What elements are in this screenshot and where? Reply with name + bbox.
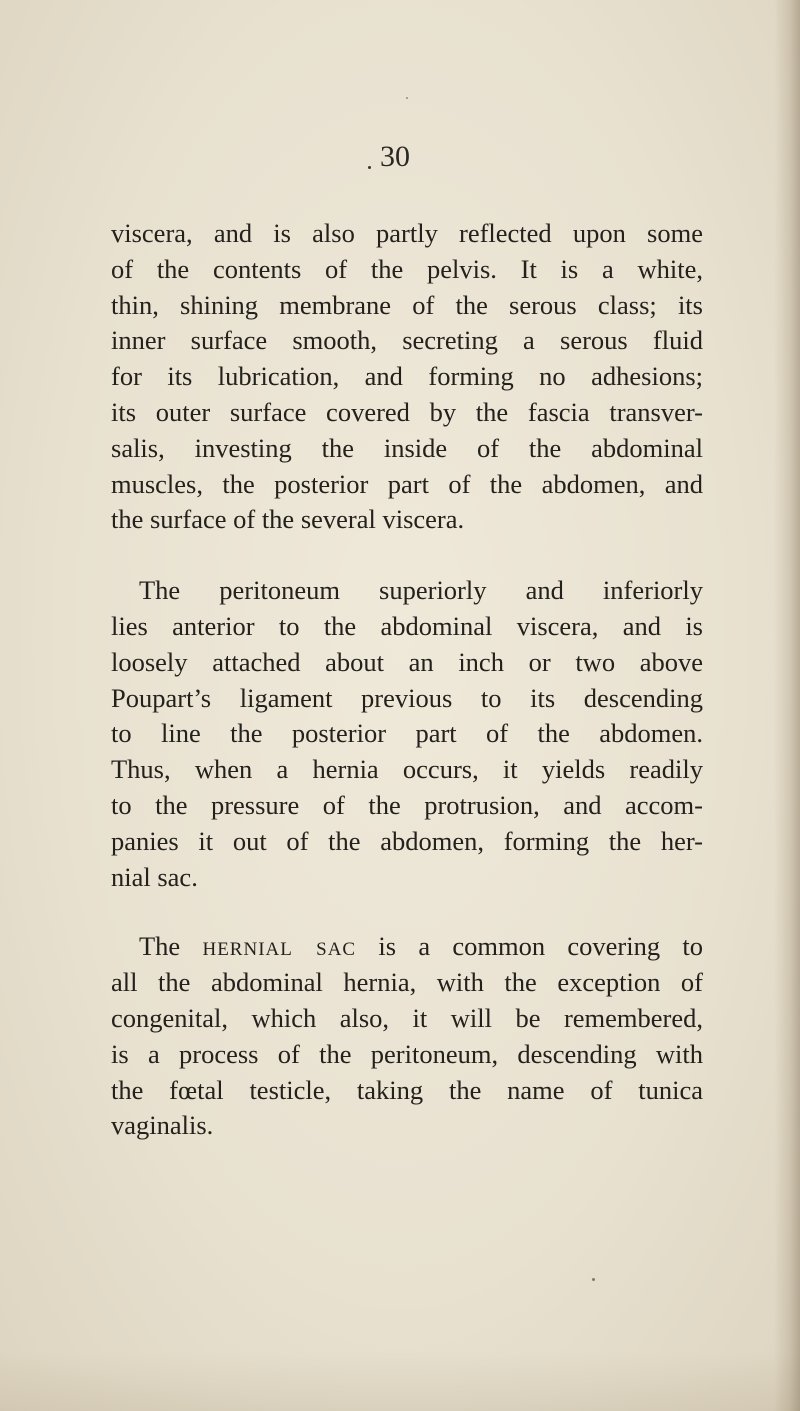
text-line: thin, shining membrane of the serous class; its <box>111 289 703 320</box>
page-edge-shadow <box>774 0 800 1411</box>
text-line: panies it out of the abdomen, forming the her- <box>111 825 703 856</box>
text-line: vaginalis. <box>111 1110 214 1141</box>
text-line: of the contents of the pelvis. It is a white, <box>111 253 703 284</box>
text-line: inner surface smooth, secreting a serous fluid <box>111 325 703 356</box>
body-text <box>111 216 703 1144</box>
text-line: for its lubrication, and forming no adhesions; <box>111 361 703 392</box>
paragraph-2 <box>111 573 703 895</box>
text-line: salis, investing the inside of the abdominal <box>111 432 703 463</box>
text-line: to line the posterior part of the abdomen. <box>111 718 703 749</box>
text-line: Poupart’s ligament previous to its descending <box>111 682 703 713</box>
text-line <box>111 929 703 965</box>
lead-in-rest: is a common covering to <box>356 931 704 962</box>
text-line: The peritoneum superiorly and inferiorly <box>139 575 703 606</box>
text-line: loosely attached about an inch or two above <box>111 646 703 677</box>
text-line: congenital, which also, it will be remembered, <box>111 1002 703 1033</box>
text-line: is a process of the peritoneum, descending with <box>111 1038 703 1069</box>
text-line: all the abdominal hernia, with the exception of <box>111 967 703 998</box>
text-line: its outer surface covered by the fascia transver- <box>111 396 703 427</box>
text-line: viscera, and is also partly reflected upon some <box>111 218 703 248</box>
page-bottom-shadow <box>0 1351 800 1411</box>
page-number: 30 <box>380 140 410 173</box>
text-line: nial sac. <box>111 861 198 892</box>
text-line: the surface of the several viscera. <box>111 504 465 535</box>
paragraph-3 <box>111 929 703 1144</box>
term-hernial-sac: hernial sac <box>202 931 357 962</box>
text-line: to the pressure of the protrusion, and accom- <box>111 789 703 820</box>
text-line: muscles, the posterior part of the abdomen, and <box>111 468 703 499</box>
text-line: lies anterior to the abdominal viscera, and is <box>111 610 703 641</box>
ink-speck <box>592 1278 595 1281</box>
ink-speck <box>406 97 408 99</box>
lead-in-word: The <box>139 931 203 962</box>
paragraph-1 <box>111 216 703 538</box>
ink-speck <box>368 166 371 169</box>
text-line: the fœtal testicle, taking the name of tunica <box>111 1074 703 1105</box>
text-line: Thus, when a hernia occurs, it yields readily <box>111 754 703 785</box>
